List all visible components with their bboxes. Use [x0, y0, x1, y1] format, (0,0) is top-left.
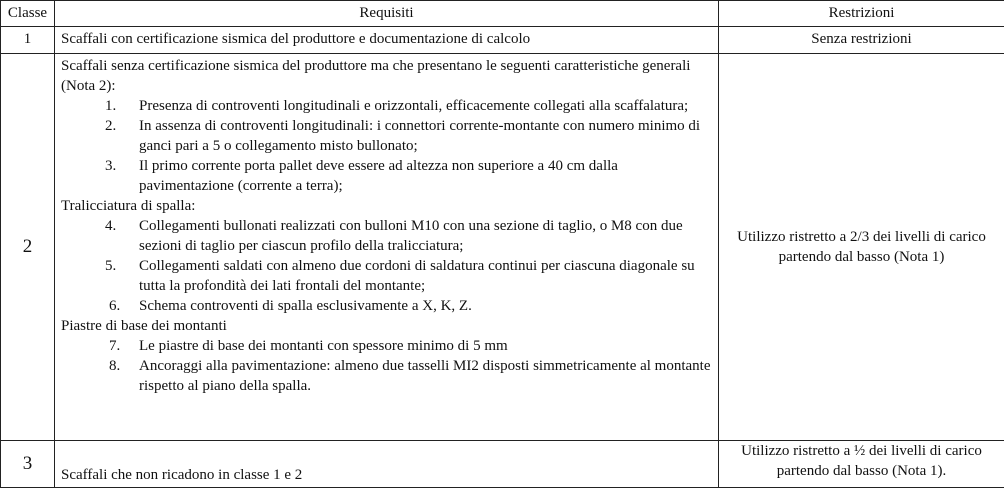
restrizioni-cell: Utilizzo ristretto a 2/3 dei livelli di carico partendo dal basso (Nota 1) [719, 54, 1004, 441]
header-classe: Classe [1, 1, 55, 27]
requirements-list-tralicciatura [61, 216, 714, 316]
list-item: 7. Le piastre di base dei montanti con spessore minimo di 5 mm [109, 338, 508, 354]
section-heading: Piastre di base dei montanti [61, 318, 227, 334]
header-row [1, 1, 1004, 27]
requisiti-cell [55, 54, 719, 441]
table-row-class-1 [1, 27, 1004, 54]
list-item: 6. Schema controventi di spalla esclusivamente a X, K, Z. [109, 298, 472, 314]
list-item: 8. Ancoraggi alla pavimentazione: almeno due tasselli MI2 disposti simmetricamente al montante rispetto al piano della spalla. [109, 358, 711, 394]
classe-cell: 3 [1, 441, 55, 488]
list-item: 5. Collegamenti saldati con almeno due cordoni di saldatura continui per ciascuna diagonale su tutta la profondità dei lati frontali del montante; [105, 258, 695, 294]
header-requisiti: Requisiti [55, 1, 719, 27]
requirements-list-piastre [61, 336, 714, 396]
restrizioni-cell: Utilizzo ristretto a ½ dei livelli di carico partendo dal basso (Nota 1). [719, 441, 1004, 488]
classe-cell: 1 [1, 27, 55, 54]
table-row-class-3 [1, 441, 1004, 488]
list-item: 2. In assenza di controventi longitudinali: i connettori corrente-montante con numero minimo di ganci pari a 5 o collegamento misto bullonato; [105, 118, 701, 154]
requisiti-intro: Scaffali senza certificazione sismica del produttore ma che presentano le seguenti caratteristiche generali (Nota 2): [61, 58, 691, 94]
section-heading: Tralicciatura di spalla: [61, 198, 196, 214]
requirements-list-general [61, 96, 714, 196]
classe-cell: 2 [1, 54, 55, 441]
list-item: 1. Presenza di controventi longitudinali e orizzontali, efficacemente collegati alla scaffalatura; [105, 98, 689, 114]
table-row-class-2 [1, 54, 1004, 441]
list-item: 3. Il primo corrente porta pallet deve essere ad altezza non superiore a 40 cm dalla pavimentazione (corrente a terra); [105, 158, 618, 194]
list-item: 4. Collegamenti bullonati realizzati con bulloni M10 con una sezione di taglio, o M8 con due sezioni di taglio per ciascun profilo della tralicciatura; [105, 218, 683, 254]
restrizioni-cell: Senza restrizioni [719, 27, 1004, 54]
requisiti-cell: Scaffali che non ricadono in classe 1 e 2 [55, 441, 719, 488]
requisiti-cell: Scaffali con certificazione sismica del produttore e documentazione di calcolo [55, 27, 719, 54]
header-restrizioni: Restrizioni [719, 1, 1004, 27]
